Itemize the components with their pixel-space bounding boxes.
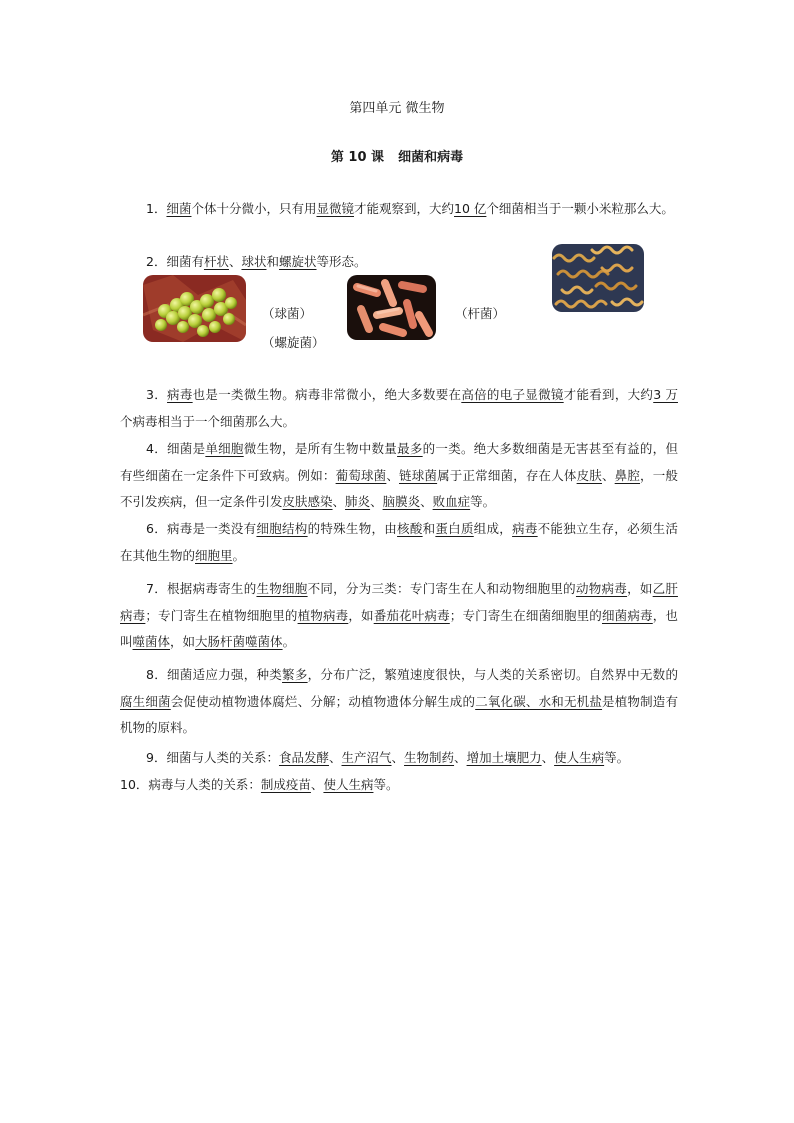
text-run: ，如 <box>348 607 374 623</box>
underlined-term: 肺炎 <box>345 494 371 509</box>
text-run: 和 <box>266 254 280 269</box>
text-run: 7．根据病毒寄生的 <box>146 581 257 596</box>
underlined-term: 10 亿 <box>454 201 487 216</box>
paragraph-7 <box>120 576 678 656</box>
text-run: ，如 <box>170 634 196 649</box>
underlined-term: 3 万 <box>653 387 678 402</box>
text-run: 6．病毒是一类没有 <box>146 521 257 536</box>
unit-title: 第四单元 微生物 <box>349 101 445 116</box>
underlined-term: 生物制药 <box>404 750 455 765</box>
text-run: 才能看到，大约 <box>563 387 654 402</box>
text-run: 、 <box>328 750 342 765</box>
text-run: 1． <box>146 201 167 216</box>
text-run: 微生物，是所有生物中数量 <box>243 441 398 456</box>
paragraph-10 <box>120 772 678 799</box>
text-run: 、 <box>228 254 242 269</box>
underlined-term: 细胞里 <box>195 547 233 563</box>
paragraph-1 <box>120 196 678 223</box>
text-run: 等形态。 <box>316 254 367 269</box>
underlined-term: 食品发酵 <box>278 750 329 765</box>
lesson-number: 第 10 课 <box>330 150 385 165</box>
underlined-term: 病毒 <box>167 387 193 402</box>
underlined-term: 球状 <box>241 254 267 269</box>
underlined-term: 生产沼气 <box>341 750 392 765</box>
paragraph-8 <box>120 662 678 742</box>
text-run: 也是一类微生物。病毒非常微小，绝大多数要在 <box>192 387 462 402</box>
text-run: 才能观察到，大约 <box>354 201 455 216</box>
text-run: 和 <box>422 521 436 536</box>
underlined-term: 噬菌体 <box>132 634 171 649</box>
text-run: 。 <box>232 547 246 563</box>
underlined-term: 使人生病 <box>323 777 374 792</box>
text-run: ，一般不引发疾病，但一定条件引发 <box>120 467 678 509</box>
text-run: 4．细菌是 <box>146 441 206 456</box>
text-run: 等。 <box>470 494 496 509</box>
spirillum-caption: （螺旋菌） <box>262 335 325 350</box>
coccus-caption: （球菌） <box>262 306 313 321</box>
lesson-title <box>0 146 794 165</box>
underlined-term: 链球菌 <box>399 467 438 483</box>
text-run: 个细菌相当于一颗小米粒那么大。 <box>486 201 674 216</box>
text-run: 、 <box>310 777 324 792</box>
text-run: 、 <box>541 750 555 765</box>
text-run: 的特殊生物，由 <box>307 521 398 536</box>
text-run: 个病毒相当于一个细菌那么大。 <box>120 413 296 429</box>
spirillum-image <box>552 244 644 312</box>
underlined-term: 乙肝病毒 <box>120 581 678 623</box>
text-run: 会促使动植物遗体腐烂、分解；动植物遗体分解生成的 <box>170 693 476 709</box>
underlined-term: 制成疫苗 <box>260 777 311 792</box>
underlined-term: 螺旋状 <box>279 254 317 269</box>
text-run: 、 <box>454 750 467 765</box>
text-run: 、 <box>601 467 615 483</box>
text-run: ；专门寄生在植物细胞里的 <box>145 607 298 623</box>
underlined-term: 显微镜 <box>316 201 354 216</box>
paragraph-3 <box>120 382 678 435</box>
text-run: 、 <box>420 494 433 509</box>
underlined-term: 葡萄球菌 <box>335 467 387 483</box>
underlined-term: 脑膜炎 <box>382 494 421 509</box>
underlined-term: 细菌 <box>166 201 192 216</box>
text-run: 属于正常细菌，存在人体 <box>437 467 577 483</box>
coccus-image <box>143 275 246 342</box>
underlined-term: 皮肤 <box>576 467 602 483</box>
underlined-term: 杆状 <box>203 254 229 269</box>
underlined-term: 单细胞 <box>205 441 244 456</box>
underlined-term: 病毒 <box>512 521 538 536</box>
paragraph-6 <box>120 516 678 569</box>
text-run: 、 <box>370 494 383 509</box>
text-run: 是植物制造有机物的原料。 <box>120 693 678 735</box>
underlined-term: 生物细胞 <box>256 581 308 596</box>
paragraph-9 <box>120 745 678 772</box>
paragraph-4 <box>120 436 678 516</box>
underlined-term: 二氧化碳、水和无机盐 <box>475 693 603 709</box>
text-run: 。 <box>282 634 296 649</box>
text-run: 10．病毒与人类的关系： <box>120 777 261 792</box>
underlined-term: 使人生病 <box>554 750 605 765</box>
underlined-term: 败血症 <box>432 494 471 509</box>
text-run: ；专门寄生在细菌细胞里的 <box>449 607 602 623</box>
bacillus-image <box>347 275 436 340</box>
underlined-term: 高倍的电子显微镜 <box>461 387 564 402</box>
text-run: ，分布广泛，繁殖速度很快，与人类的关系密切。自然界中无数的 <box>307 667 678 682</box>
text-run: 等。 <box>604 750 630 765</box>
text-run: 9．细菌与人类的关系： <box>146 750 279 765</box>
bacillus-caption: （杆菌） <box>455 306 506 321</box>
text-run: 2．细菌有 <box>146 254 204 269</box>
text-run: 、 <box>332 494 346 509</box>
underlined-term: 最多 <box>397 441 423 456</box>
underlined-term: 细菌病毒 <box>602 607 653 623</box>
text-run: 组成， <box>473 521 513 536</box>
underlined-term: 鼻腔 <box>614 467 641 483</box>
underlined-term: 细胞结构 <box>256 521 308 536</box>
text-run: 8．细菌适应力强，种类 <box>146 667 283 682</box>
text-run: ，如 <box>627 581 653 596</box>
underlined-term: 大肠杆菌噬菌体 <box>195 634 283 649</box>
text-run: 3． <box>146 387 168 402</box>
text-run: 个体十分微小，只有用 <box>191 201 317 216</box>
underlined-term: 动物病毒 <box>575 581 628 596</box>
underlined-term: 皮肤感染 <box>282 494 333 509</box>
text-run: 、 <box>391 750 405 765</box>
underlined-term: 核酸 <box>397 521 423 536</box>
underlined-term: 增加土壤肥力 <box>466 750 542 765</box>
text-run: 不能独立生存，必须生活在其他生物的 <box>120 521 678 563</box>
underlined-term: 番茄花叶病毒 <box>373 607 450 623</box>
text-run: 不同，分为三类：专门寄生在人和动物细胞里的 <box>307 581 576 596</box>
text-run: 的一类。绝大多数细菌是无害甚至有益的，但有些细菌在一定条件下可致病。例如： <box>120 441 678 483</box>
text-run: ，也叫 <box>120 607 678 649</box>
underlined-term: 植物病毒 <box>297 607 349 623</box>
underlined-term: 繁多 <box>282 667 308 682</box>
underlined-term: 腐生细菌 <box>120 693 171 709</box>
lesson-name: 细菌和病毒 <box>398 150 464 165</box>
text-run: 等。 <box>373 777 399 792</box>
underlined-term: 蛋白质 <box>435 521 474 536</box>
text-run: 、 <box>386 467 400 483</box>
